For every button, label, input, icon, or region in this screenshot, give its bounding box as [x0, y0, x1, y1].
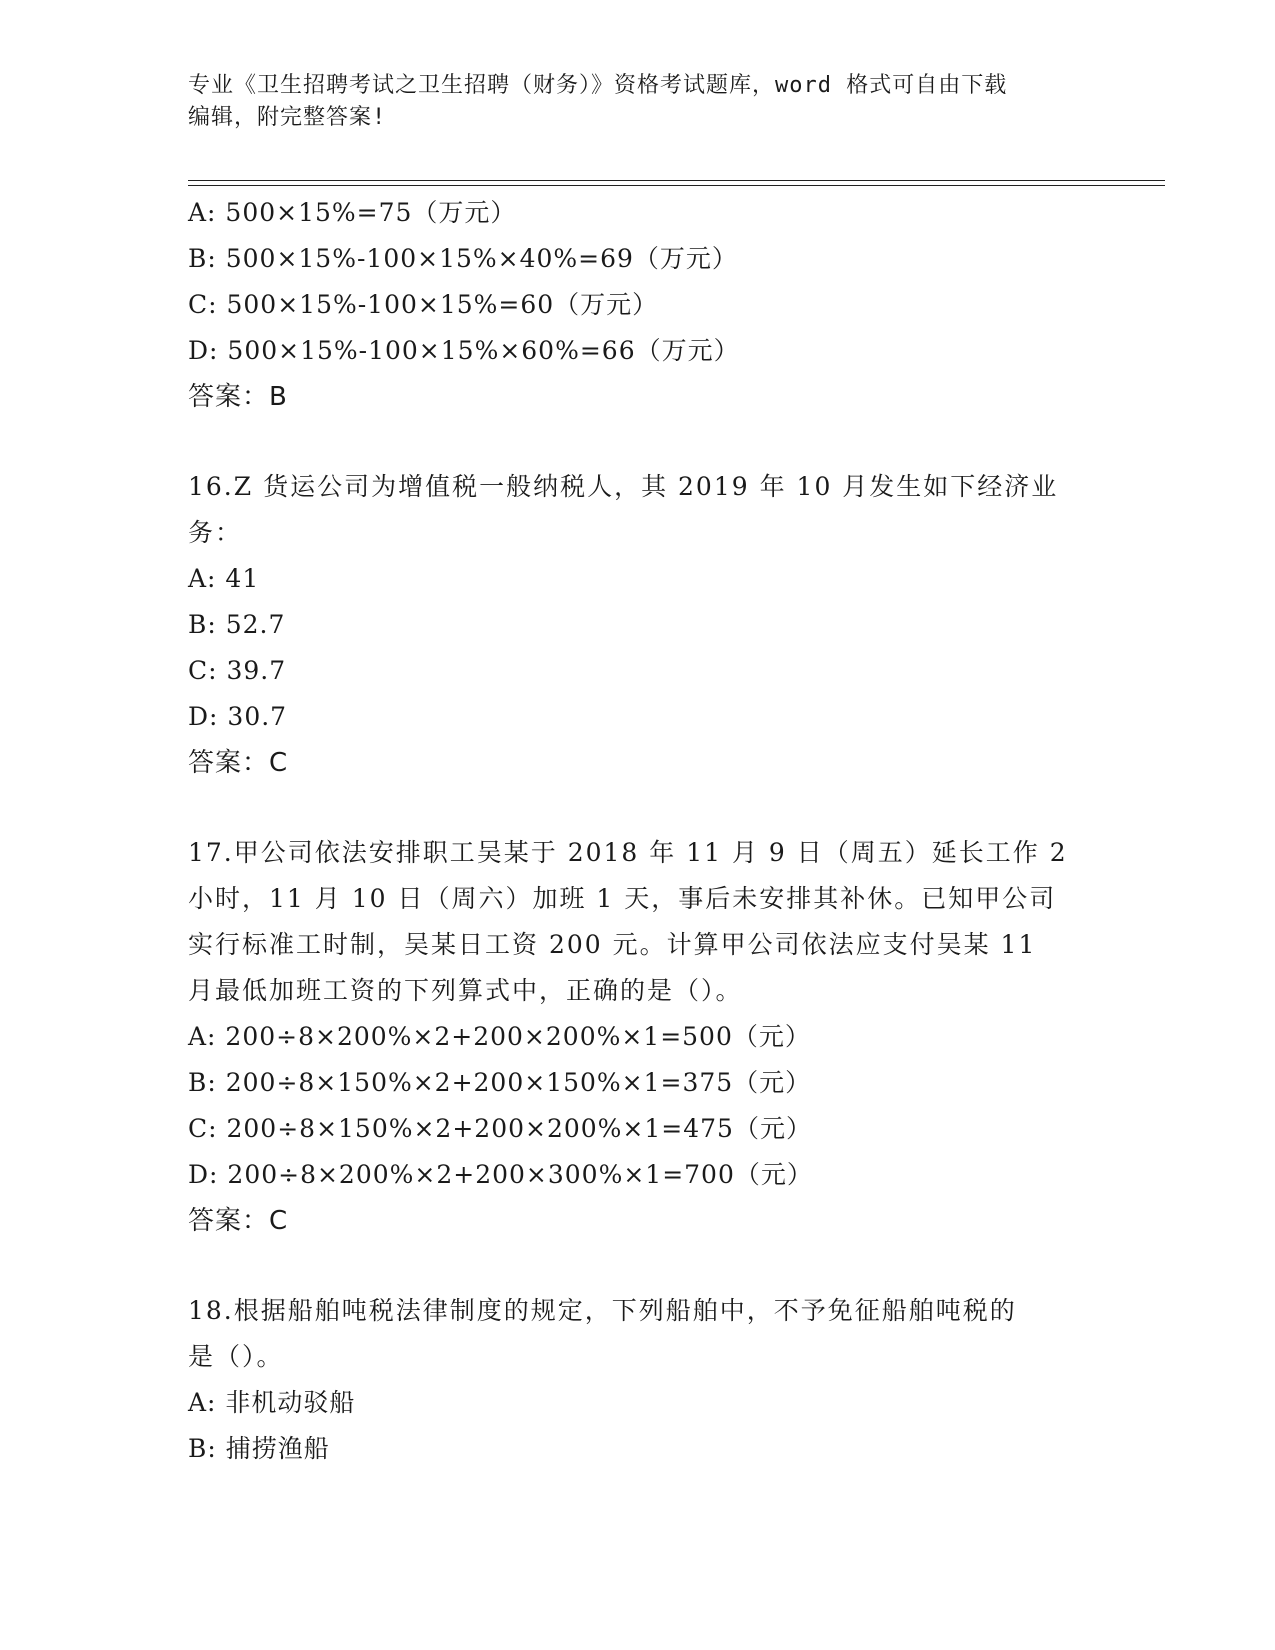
option-c: C: 500×15%-100×15%=60（万元） [188, 290, 659, 319]
answer-line: 答案：C [188, 748, 289, 778]
question-text-line: 月最低加班工资的下列算式中，正确的是（）。 [188, 976, 743, 1005]
answer-line: 答案：B [188, 382, 288, 412]
option-a: A: 非机动驳船 [188, 1388, 356, 1417]
spacer [188, 420, 1088, 464]
option-b: B: 52.7 [188, 610, 286, 639]
question-18-block [188, 1288, 1088, 1472]
option-d: D: 30.7 [188, 702, 288, 731]
spacer [188, 786, 1088, 830]
option-b: B: 捕捞渔船 [188, 1434, 330, 1463]
question-text-line: 18.根据船舶吨税法律制度的规定，下列船舶中，不予免征船舶吨税的 [188, 1296, 1017, 1325]
option-b: B: 200÷8×150%×2+200×150%×1=375（元） [188, 1068, 812, 1097]
option-d: D: 500×15%-100×15%×60%=66（万元） [188, 336, 740, 365]
question-text-line: 17.甲公司依法安排职工吴某于 2018 年 11 月 9 日（周五）延长工作 2 [188, 838, 1068, 867]
option-c: C: 200÷8×150%×2+200×200%×1=475（元） [188, 1114, 812, 1143]
option-a: A: 200÷8×200%×2+200×200%×1=500（元） [188, 1022, 811, 1051]
question-text-line: 是（）。 [188, 1342, 284, 1371]
header-line-2: 编辑，附完整答案! [188, 105, 387, 130]
answer-line: 答案：C [188, 1206, 289, 1236]
question-text-line: 16.Z 货运公司为增值税一般纳税人，其 2019 年 10 月发生如下经济业 [188, 472, 1059, 501]
option-c: C: 39.7 [188, 656, 287, 685]
header-line-1: 专业《卫生招聘考试之卫生招聘（财务）》资格考试题库，word 格式可自由下载 [188, 73, 1008, 98]
option-b: B: 500×15%-100×15%×40%=69（万元） [188, 244, 738, 273]
spacer [188, 1244, 1088, 1288]
document-body [188, 190, 1088, 1472]
option-a: A: 41 [188, 564, 260, 593]
question-17-block [188, 830, 1088, 1244]
header-divider-bottom [188, 185, 1165, 186]
option-d: D: 200÷8×200%×2+200×300%×1=700（元） [188, 1160, 813, 1189]
question-text-line: 实行标准工时制，吴某日工资 200 元。计算甲公司依法应支付吴某 11 [188, 930, 1037, 959]
header-divider-top [188, 180, 1165, 181]
document-header [188, 70, 1088, 134]
question-16-block [188, 464, 1088, 786]
question-text-line: 务： [188, 518, 243, 547]
question-text-line: 小时，11 月 10 日（周六）加班 1 天，事后未安排其补休。已知甲公司 [188, 884, 1057, 913]
option-a: A: 500×15%=75（万元） [188, 198, 517, 227]
question-15-block [188, 190, 1088, 420]
